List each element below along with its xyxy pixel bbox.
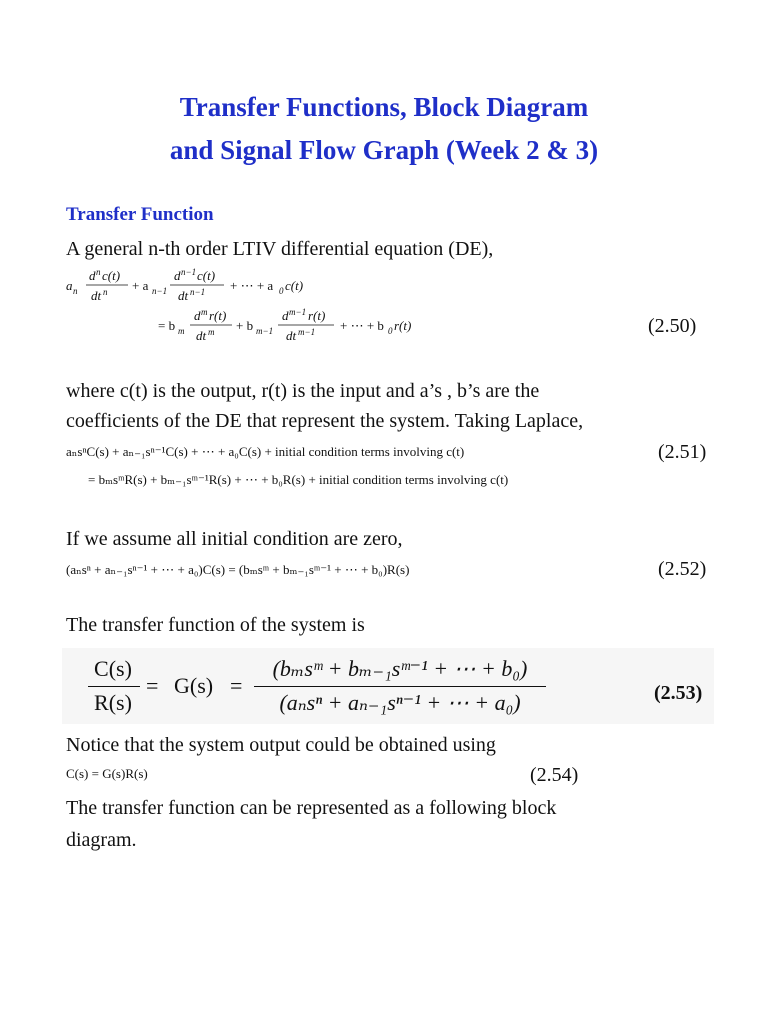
- svg-text:+ ⋯ + a: + ⋯ + a: [230, 278, 274, 293]
- svg-text:m−1: m−1: [256, 326, 274, 336]
- svg-text:dt: dt: [178, 288, 189, 303]
- equation-number-2-53: (2.53): [654, 682, 703, 704]
- svg-text:c(t): c(t): [285, 278, 304, 293]
- equals-sign-1: =: [146, 673, 159, 698]
- svg-text:dt: dt: [196, 328, 207, 343]
- svg-text:r(t): r(t): [308, 308, 326, 323]
- g-of-s: G(s): [174, 673, 214, 698]
- svg-text:dt: dt: [286, 328, 297, 343]
- svg-text:d: d: [89, 268, 96, 283]
- svg-text:+ b: + b: [236, 318, 254, 333]
- intro-paragraph: A general n-th order LTIV differential equation (DE),: [66, 238, 494, 260]
- equation-2-50: [66, 268, 626, 348]
- where-line-1: where c(t) is the output, r(t) is the input and a’s , b’s are the: [66, 380, 540, 402]
- svg-text:= b: = b: [158, 318, 176, 333]
- notice-paragraph: Notice that the system output could be obtained using: [66, 734, 496, 756]
- section-heading: Transfer Function: [66, 204, 214, 225]
- fraction-denominator-r: R(s): [94, 690, 132, 715]
- svg-text:n: n: [96, 268, 101, 277]
- fraction-numerator-c: C(s): [94, 656, 132, 681]
- svg-text:r(t): r(t): [394, 318, 412, 333]
- equation-2-51-lhs: aₙsⁿC(s) + aₙ₋₁sⁿ⁻¹C(s) + ⋯ + a₀C(s) + initial condition terms involving c(t): [66, 444, 465, 459]
- svg-text:r(t): r(t): [209, 308, 227, 323]
- svg-text:c(t): c(t): [102, 268, 121, 283]
- svg-text:dt: dt: [91, 288, 102, 303]
- svg-text:n−1: n−1: [181, 268, 197, 277]
- svg-text:d: d: [194, 308, 201, 323]
- tf-intro-paragraph: The transfer function of the system is: [66, 614, 365, 636]
- title-line-2: and Signal Flow Graph (Week 2 & 3): [169, 135, 599, 165]
- svg-text:+ a: + a: [132, 278, 149, 293]
- svg-text:0: 0: [279, 286, 284, 296]
- svg-text:m: m: [208, 327, 215, 337]
- where-line-2: coefficients of the DE that represent the system. Taking Laplace,: [66, 410, 584, 432]
- svg-text:a: a: [66, 278, 73, 293]
- block-paragraph-line-2: diagram.: [66, 829, 137, 851]
- assume-paragraph: If we assume all initial condition are zero,: [66, 528, 403, 550]
- svg-text:d: d: [174, 268, 181, 283]
- svg-text:n: n: [73, 286, 78, 296]
- title-line-1: Transfer Functions, Block Diagram: [179, 92, 589, 122]
- fraction-bar-right: [254, 686, 546, 687]
- page-title: [0, 86, 768, 172]
- svg-text:+ ⋯ + b: + ⋯ + b: [340, 318, 384, 333]
- block-paragraph-line-1: The transfer function can be represented as a following block: [66, 797, 557, 819]
- svg-text:n−1: n−1: [190, 287, 206, 297]
- equation-2-52: (aₙsⁿ + aₙ₋₁sⁿ⁻¹ + ⋯ + a₀)C(s) = (bₘsᵐ + bₘ₋₁sᵐ⁻¹ + ⋯ + b₀)R(s): [66, 562, 410, 577]
- svg-text:n−1: n−1: [152, 286, 168, 296]
- svg-text:d: d: [282, 308, 289, 323]
- svg-text:n: n: [103, 287, 108, 297]
- equation-number-2-52: (2.52): [658, 558, 707, 580]
- svg-text:c(t): c(t): [197, 268, 216, 283]
- svg-text:m: m: [178, 326, 185, 336]
- equation-2-53: [88, 654, 558, 720]
- equation-2-54: C(s) = G(s)R(s): [66, 766, 148, 781]
- svg-text:m−1: m−1: [298, 327, 316, 337]
- equals-sign-2: =: [230, 673, 243, 698]
- equation-number-2-51: (2.51): [658, 441, 707, 463]
- fraction-bar-left: [88, 686, 140, 687]
- tf-numerator: (bₘsᵐ + bₘ₋₁sᵐ⁻¹ + ⋯ + b₀): [272, 656, 528, 681]
- tf-denominator: (aₙsⁿ + aₙ₋₁sⁿ⁻¹ + ⋯ + a₀): [279, 690, 521, 715]
- svg-text:0: 0: [388, 326, 393, 336]
- svg-text:m: m: [201, 307, 208, 317]
- svg-text:m−1: m−1: [289, 307, 307, 317]
- equation-2-51-rhs: = bₘsᵐR(s) + bₘ₋₁sᵐ⁻¹R(s) + ⋯ + b₀R(s) + initial condition terms involving c(t): [88, 472, 509, 487]
- equation-number-2-54: (2.54): [530, 764, 579, 786]
- equation-number-2-50: (2.50): [648, 315, 697, 337]
